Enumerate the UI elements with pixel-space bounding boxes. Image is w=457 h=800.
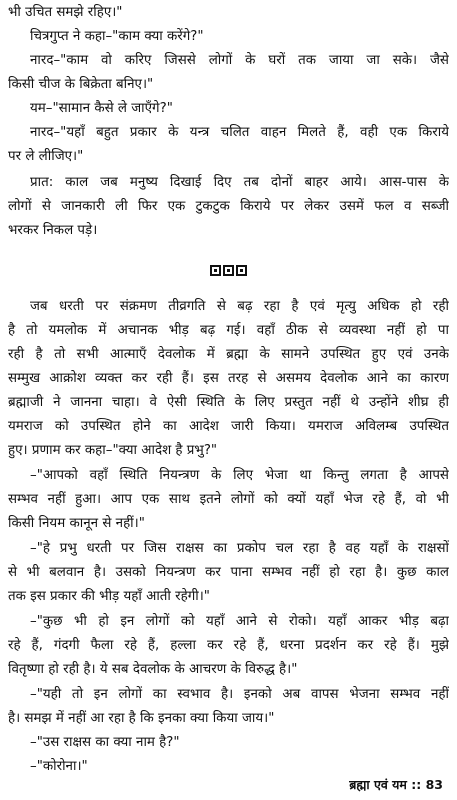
text-line: है। समझ में नहीं आ रहा है कि इनका क्या किया जाय।" (8, 711, 275, 726)
text-line: यमराज को उपस्थित होने का आदेश जारी किया। यमराज अविलम्ब उपस्थित (8, 419, 449, 434)
text-line: रही है तो सभी आत्माएँ देवलोक में ब्रह्मा के सामने उपस्थित हुए एवं उनके (8, 347, 449, 362)
page-footer: ब्रह्मा एवं यम :: 83 (349, 777, 443, 792)
text-line: सम्मुख आक्रोश व्यक्त कर रही हैं। इस तरह से असमय देवलोक आने का कारण (8, 371, 449, 386)
text-line: किसी चीज के बिक्रेता बनिए।" (8, 77, 154, 92)
text-line: –"आपको वहाँ स्थिति नियन्त्रण के लिए भेजा था किन्तु लगता है आपसे (30, 468, 449, 483)
square-ornament-icon (223, 265, 234, 276)
text-line: प्रात: काल जब मनुष्य दिखाई दिए तब दोनों बाहर आये। आस-पास के (30, 175, 449, 190)
text-line: –"यही तो इन लोगों का स्वभाव है। इनको अब वापस भेजना सम्भव नहीं (30, 687, 449, 702)
text-line: सम्भव नहीं हुआ। आप एक साथ इतने लोगों को क्यों यहाँ भेज रहे हैं, वो भी (8, 492, 449, 507)
text-line: नारद–"यहाँ बहुत प्रकार के यन्त्र चलित वाहन मिलते हैं, वही एक किराये (30, 125, 449, 140)
text-line: किसी नियम कानून से नहीं।" (8, 516, 145, 531)
text-line: –"कोरोना।" (30, 759, 88, 774)
text-line: –"हे प्रभु धरती पर जिस राक्षस का प्रकोप चल रहा है वह यहाँ के राक्षसों (30, 541, 449, 556)
text-line: वितृष्णा हो रही है। ये सब देवलोक के आचरण के विरुद्ध है।" (8, 662, 298, 677)
text-line: है तो यमलोक में अचानक भीड़ बढ़ गई। वहाँ ठीक से व्यवस्था नहीं हो पा (8, 323, 449, 338)
text-line: तक इस प्रकार की भीड़ यहाँ आती रहेगी।" (8, 589, 210, 604)
text-line: से भी बलवान है। उसको नियन्त्रण कर पाना सम्भव नहीं हो रहा है। कुछ काल (8, 565, 449, 580)
text-line: यम–"सामान कैसे ले जाएँगे?" (30, 101, 173, 116)
text-line: –"उस राक्षस का क्या नाम है?" (30, 735, 180, 750)
text-line: भरकर निकल पड़े। (8, 223, 98, 238)
text-line: लोगों से जानकारी ली फिर एक टुकटुक किराये पर लेकर उसमें फल व सब्जी (8, 199, 449, 214)
text-line: हुए। प्रणाम कर कहा–"क्या आदेश है प्रभु?" (8, 443, 218, 458)
text-line: चित्रगुप्त ने कहा–"काम क्या करेंगे?" (30, 29, 204, 44)
square-ornament-icon (236, 265, 247, 276)
text-line: ब्रह्माजी ने जानना चाहा। वे ऐसी स्थिति के लिए प्रस्तुत नहीं थे उन्होंने शीघ्र ही (8, 395, 449, 410)
text-line: जब धरती पर संक्रमण तीव्रगति से बढ़ रहा है एवं मृत्यु अधिक हो रही (30, 299, 449, 314)
section-separator (0, 262, 457, 280)
text-line: रहे हैं, गंदगी फैला रहे हैं, हल्ला कर रहे हैं, धरना प्रदर्शन कर रहे हैं। मुझे (8, 638, 449, 653)
text-line: –"कुछ भी हो इन लोगों को यहाँ आने से रोको। यहाँ आकर भीड़ बढ़ा (30, 614, 449, 629)
text-line: भी उचित समझे रहिए।" (8, 5, 123, 20)
square-ornament-icon (210, 265, 221, 276)
text-line: पर ले लीजिए।" (8, 149, 84, 164)
text-line: नारद–"काम वो करिए जिससे लोगों के घरों तक जाया जा सके। जैसे (30, 53, 449, 68)
